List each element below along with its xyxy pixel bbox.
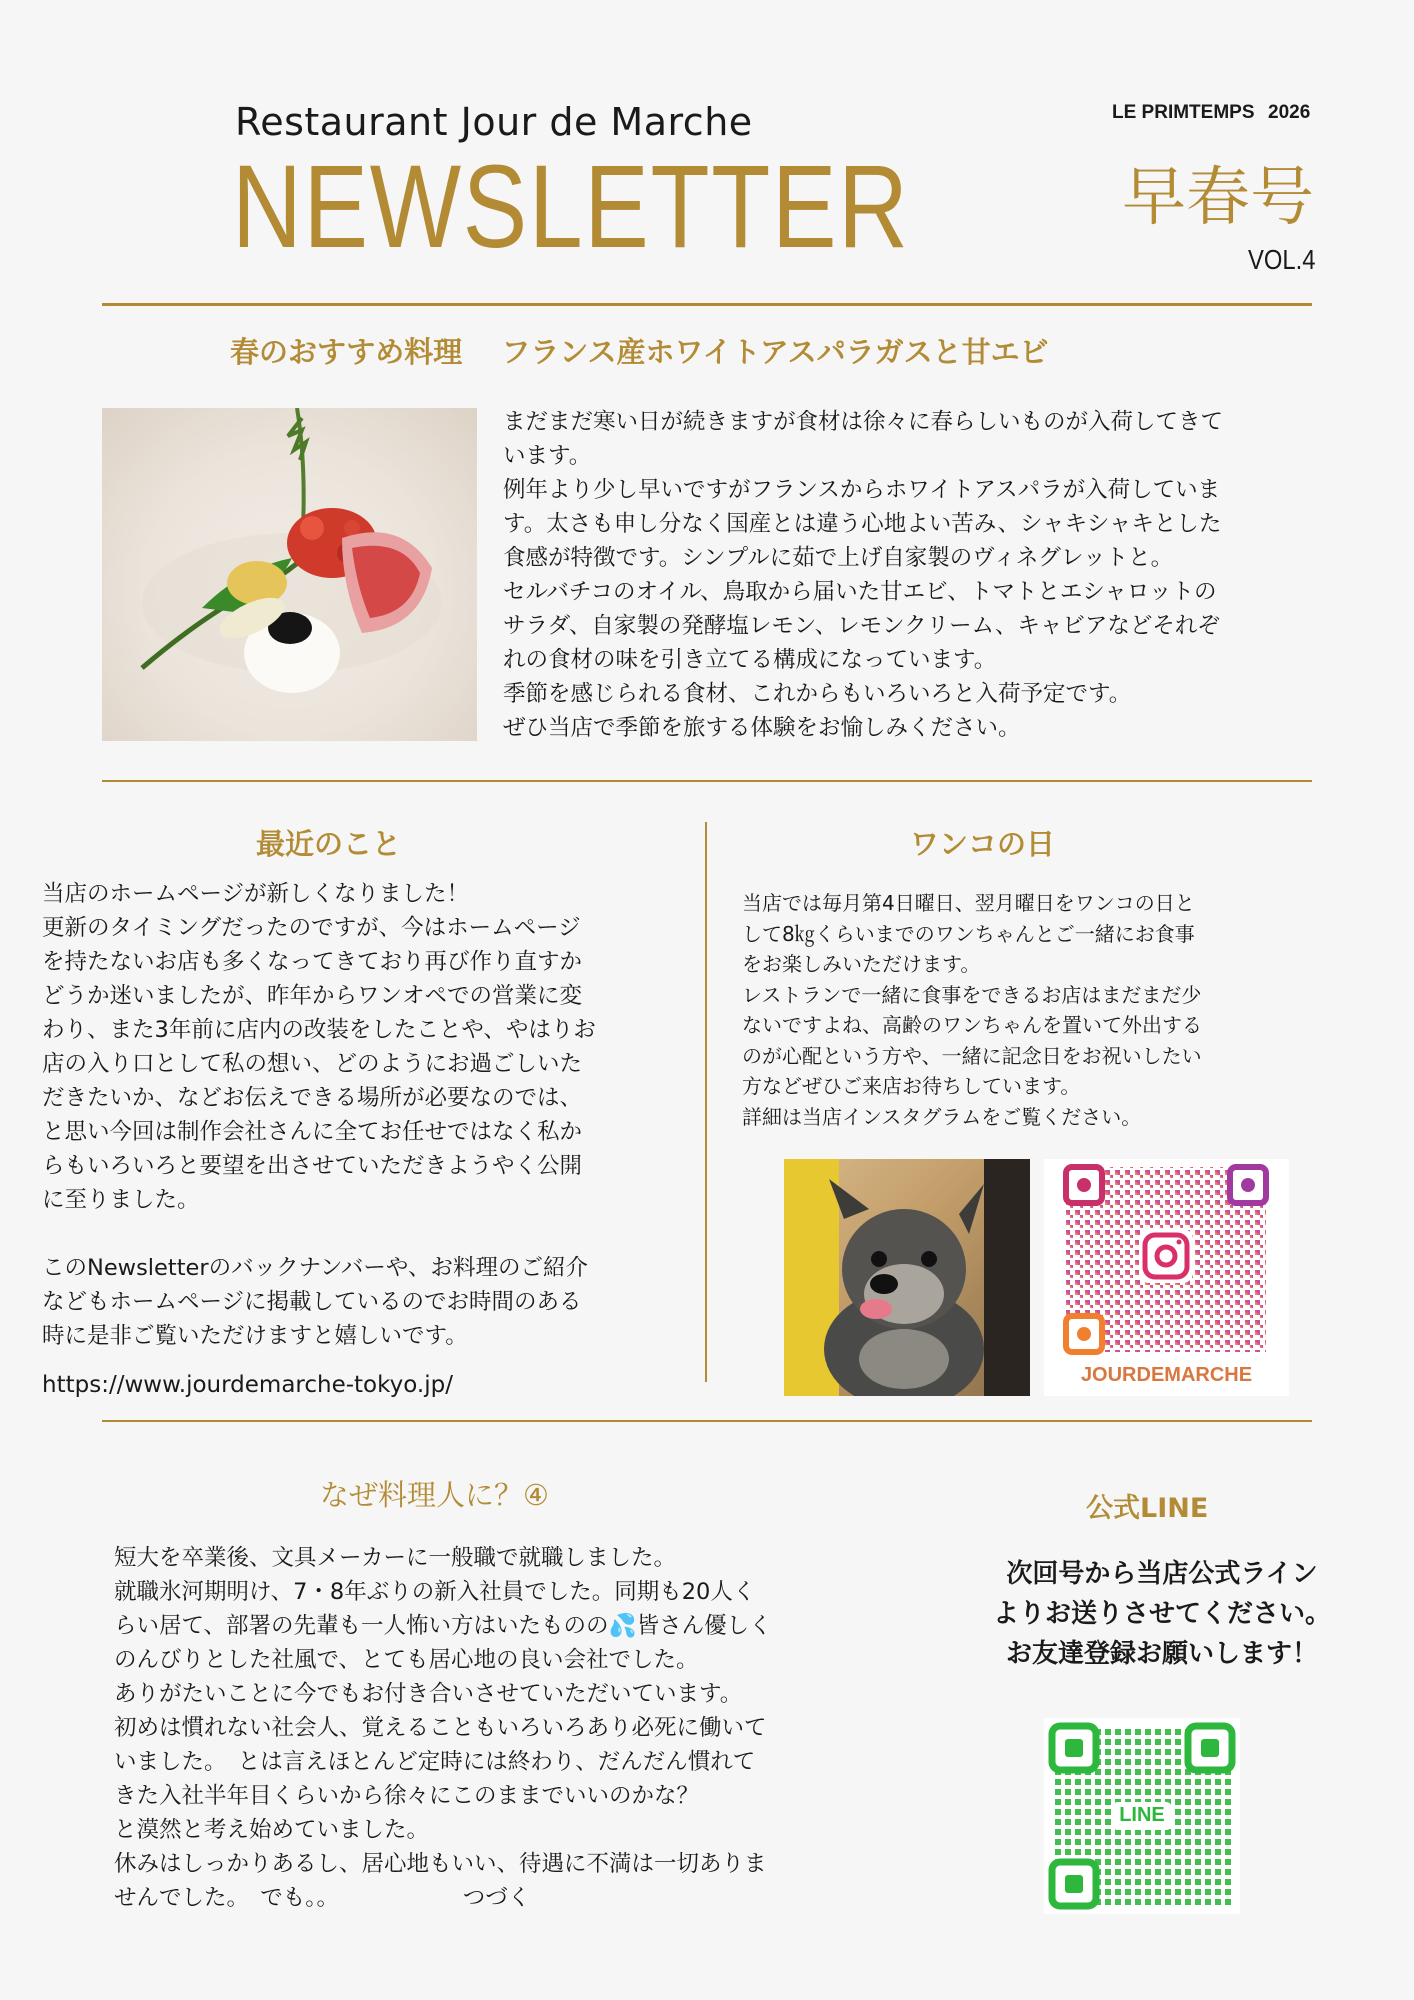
recent-line: 当店のホームページが新しくなりました！ bbox=[42, 881, 470, 907]
recent-line: 更新のタイミングだったのですが、今はホームページ bbox=[42, 915, 581, 941]
chef-story-body bbox=[114, 1541, 772, 1915]
column-divider bbox=[705, 822, 707, 1382]
feature-line: れの食材の味を引き立てる構成になっています。 bbox=[503, 647, 997, 673]
chef-story-line: 休みはしっかりあるし、居心地もいい、待遇に不満は一切ありま bbox=[114, 1851, 767, 1877]
chef-story-line: きた入社半年目くらいから徐々にこのままでいいのかな？ bbox=[114, 1783, 700, 1809]
website-link[interactable]: https://www.jourdemarche-tokyo.jp/ bbox=[42, 1372, 453, 1398]
recent-line bbox=[42, 1217, 596, 1251]
dog-photo bbox=[784, 1159, 1030, 1396]
line-message-line: 次回号から当店公式ライン bbox=[1006, 1559, 1318, 1589]
chef-story-line: 就職氷河期明け、7・8年ぶりの新入社員でした。同期も20人く bbox=[114, 1579, 756, 1605]
recent-body bbox=[42, 877, 596, 1353]
newsletter-title: NEWSLETTER bbox=[232, 141, 910, 273]
chef-story-line: 初めは慣れない社会人、覚えることもいろいろあり必死に働いて bbox=[114, 1715, 767, 1741]
feature-line: 季節を感じられる食材、これからもいろいろと入荷予定です。 bbox=[503, 681, 1132, 707]
feature-line: います。 bbox=[503, 443, 592, 469]
season-label: LE PRIMTEMPS bbox=[1112, 102, 1255, 123]
line-message-line: お友達登録お願いします！ bbox=[1005, 1639, 1318, 1669]
feature-line: す。太さも申し分なく国産とは違う心地よい苦み、シャキシャキとした bbox=[503, 511, 1222, 537]
line-qr-label: LINE bbox=[1119, 1804, 1165, 1826]
dog-day-line: レストランで一緒に食事をできるお店はまだまだ少 bbox=[742, 982, 1202, 1007]
feature-line: 例年より少し早いですがフランスからホワイトアスパラが入荷していま bbox=[503, 477, 1221, 503]
feature-heading: 春のおすすめ料理 フランス産ホワイトアスパラガスと甘エビ bbox=[230, 335, 1049, 369]
chef-story-line: ありがたいことに今でもお付き合いさせていただいています。 bbox=[114, 1681, 743, 1707]
recent-line: などもホームページに掲載しているのでお時間のある bbox=[42, 1289, 582, 1315]
recent-line: 店の入り口として私の想い、どのようにお過ごしいた bbox=[42, 1051, 583, 1077]
chef-story-line: せんでした。 でも。。 つづく bbox=[114, 1885, 531, 1911]
dog-day-line: 詳細は当店インスタグラムをご覧ください。 bbox=[742, 1104, 1142, 1129]
line-message bbox=[962, 1554, 1362, 1674]
recent-line: だきたいか、などお伝えできる場所が必要なのでは、 bbox=[42, 1085, 583, 1111]
dog-day-line: して8㎏くらいまでのワンちゃんとご一緒にお食事 bbox=[742, 921, 1195, 946]
dog-day-line: ないですよね、高齢のワンちゃんを置いて外出する bbox=[742, 1013, 1202, 1037]
dish-photo bbox=[102, 408, 477, 741]
recent-line: と思い今回は制作会社さんに全てお任せではなく私か bbox=[42, 1119, 583, 1145]
chef-story-line: と漠然と考え始めていました。 bbox=[114, 1817, 430, 1843]
issue-name: 早春号 bbox=[1122, 161, 1314, 235]
volume-number: VOL.4 bbox=[1248, 244, 1316, 275]
feature-body bbox=[503, 405, 1223, 745]
recent-line: どうか迷いましたが、昨年からワンオペでの営業に変 bbox=[42, 983, 583, 1009]
line-qr-code[interactable] bbox=[1044, 1718, 1240, 1914]
instagram-qr-code[interactable] bbox=[1044, 1159, 1289, 1396]
chef-story-heading: なぜ料理人に？④ bbox=[320, 1478, 549, 1512]
feature-line: サラダ、自家製の発酵塩レモン、レモンクリーム、キャビアなどそれぞ bbox=[503, 613, 1220, 639]
recent-line: このNewsletterのバックナンバーや、お料理のご紹介 bbox=[42, 1255, 588, 1281]
instagram-qr-label: JOURDEMARCHE bbox=[1080, 1364, 1253, 1386]
feature-line: まだまだ寒い日が続きますが食材は徐々に春らしいものが入荷してきて bbox=[503, 409, 1224, 435]
chef-story-line: いました。 とは言えほとんど定時には終わり、だんだん慣れて bbox=[114, 1749, 756, 1775]
feature-line: 食感が特徴です。シンプルに茹で上げ自家製のヴィネグレットと。 bbox=[503, 545, 1174, 571]
line-heading: 公式LINE bbox=[1086, 1493, 1209, 1524]
recent-heading: 最近のこと bbox=[256, 827, 402, 861]
recent-line: らもいろいろと要望を出させていただきようやく公開 bbox=[42, 1153, 583, 1179]
section-divider bbox=[102, 780, 1312, 782]
dog-day-line: をお楽しみいただけます。 bbox=[742, 952, 981, 976]
feature-line: セルバチコのオイル、鳥取から届いた甘エビ、トマトとエシャロットの bbox=[503, 579, 1217, 605]
restaurant-name: Restaurant Jour de Marche bbox=[235, 100, 753, 144]
recent-line: を持たないお店も多くなってきており再び作り直すか bbox=[42, 949, 583, 975]
line-message-line: よりお送りさせてください。 bbox=[992, 1599, 1331, 1629]
header-divider bbox=[102, 303, 1312, 306]
recent-line: に至りました。 bbox=[42, 1187, 200, 1213]
recent-line: わり、また3年前に店内の改装をしたことや、やはりお bbox=[42, 1017, 596, 1043]
chef-story-line: のんびりとした社風で、とても居心地の良い会社でした。 bbox=[114, 1647, 699, 1673]
issue-year: 2026 bbox=[1268, 102, 1311, 123]
dog-day-line: のが心配という方や、一緒に記念日をお祝いしたい bbox=[742, 1043, 1202, 1068]
recent-line: 時に是非ご覧いただけますと嬉しいです。 bbox=[42, 1323, 468, 1349]
dog-day-heading: ワンコの日 bbox=[910, 827, 1056, 861]
chef-story-line: らい居て、部署の先輩も一人怖い方はいたものの💦皆さん優しく bbox=[114, 1613, 772, 1639]
dog-day-line: 当店では毎月第4日曜日、翌月曜日をワンコの日と bbox=[742, 891, 1195, 915]
dog-day-body bbox=[742, 888, 1202, 1132]
feature-line: ぜひ当店で季節を旅する体験をお愉しみください。 bbox=[503, 715, 1021, 741]
section-divider bbox=[102, 1420, 1312, 1422]
chef-story-line: 短大を卒業後、文具メーカーに一般職で就職しました。 bbox=[114, 1545, 677, 1571]
dog-day-line: 方などぜひご来店お待ちしています。 bbox=[742, 1074, 1081, 1098]
